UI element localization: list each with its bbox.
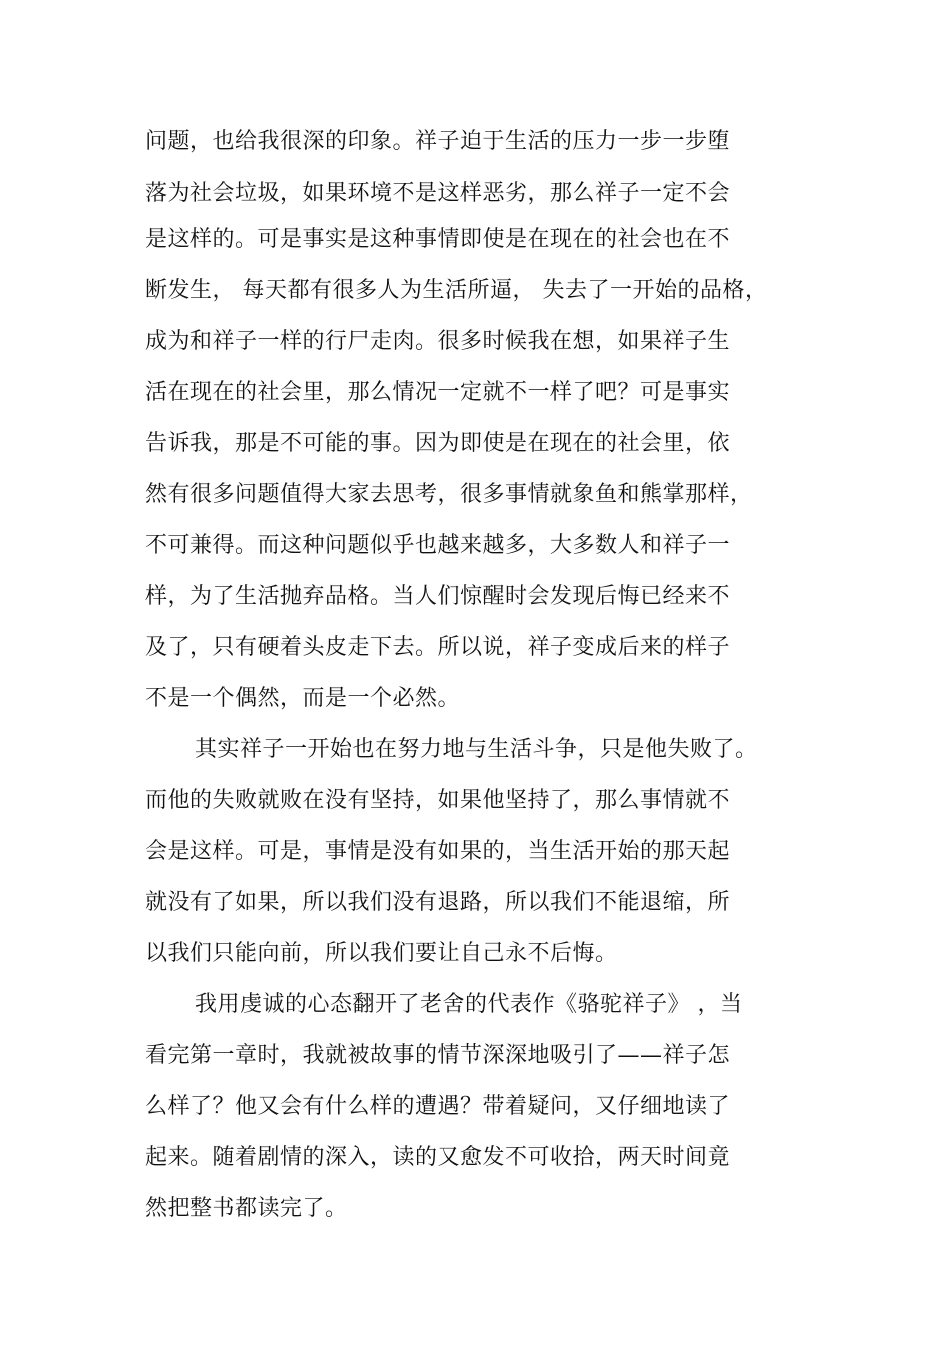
text-line: 就没有了如果，所以我们没有退路，所以我们不能退缩，所 [145,890,731,915]
text-line: 看完第一章时，我就被故事的情节深深地吸引了——祥子怎 [145,1043,731,1068]
text-line: 断发生， 每天都有很多人为生活所逼， 失去了一开始的品格， [145,278,768,303]
text-line: 以我们只能向前，所以我们要让自己永不后悔。 [145,941,618,966]
text-line: 及了，只有硬着头皮走下去。所以说，祥子变成后来的样子 [145,635,731,660]
text-line: 然把整书都读完了。 [145,1196,348,1221]
text-line: 不是一个偶然，而是一个必然。 [145,686,461,711]
text-line: 起来。随着剧情的深入，读的又愈发不可收拾，两天时间竟 [145,1145,731,1170]
text-line: 会是这样。可是，事情是没有如果的，当生活开始的那天起 [145,839,731,864]
text-line: 活在现在的社会里，那么情况一定就不一样了吧？可是事实 [145,380,731,405]
text-line: 其实祥子一开始也在努力地与生活斗争，只是他失败了。 [195,737,758,762]
text-line: 问题，也给我很深的印象。祥子迫于生活的压力一步一步堕 [145,129,731,154]
text-line: 么样了？他又会有什么样的遭遇？带着疑问，又仔细地读了 [145,1094,731,1119]
text-line: 告诉我，那是不可能的事。因为即使是在现在的社会里，依 [145,431,731,456]
text-line: 是这样的。可是事实是这种事情即使是在现在的社会也在不 [145,227,731,252]
text-line: 不可兼得。而这种问题似乎也越来越多，大多数人和祥子一 [145,533,731,558]
text-line: 我用虔诚的心态翻开了老舍的代表作《骆驼祥子》 ，当 [195,992,743,1017]
text-line: 落为社会垃圾，如果环境不是这样恶劣，那么祥子一定不会 [145,181,731,206]
text-line: 而他的失败就败在没有坚持，如果他坚持了，那么事情就不 [145,788,731,813]
text-line: 样，为了生活抛弃品格。当人们惊醒时会发现后悔已经来不 [145,584,731,609]
text-line: 然有很多问题值得大家去思考，很多事情就象鱼和熊掌那样， [145,482,753,507]
text-line: 成为和祥子一样的行尸走肉。很多时候我在想，如果祥子生 [145,329,731,354]
